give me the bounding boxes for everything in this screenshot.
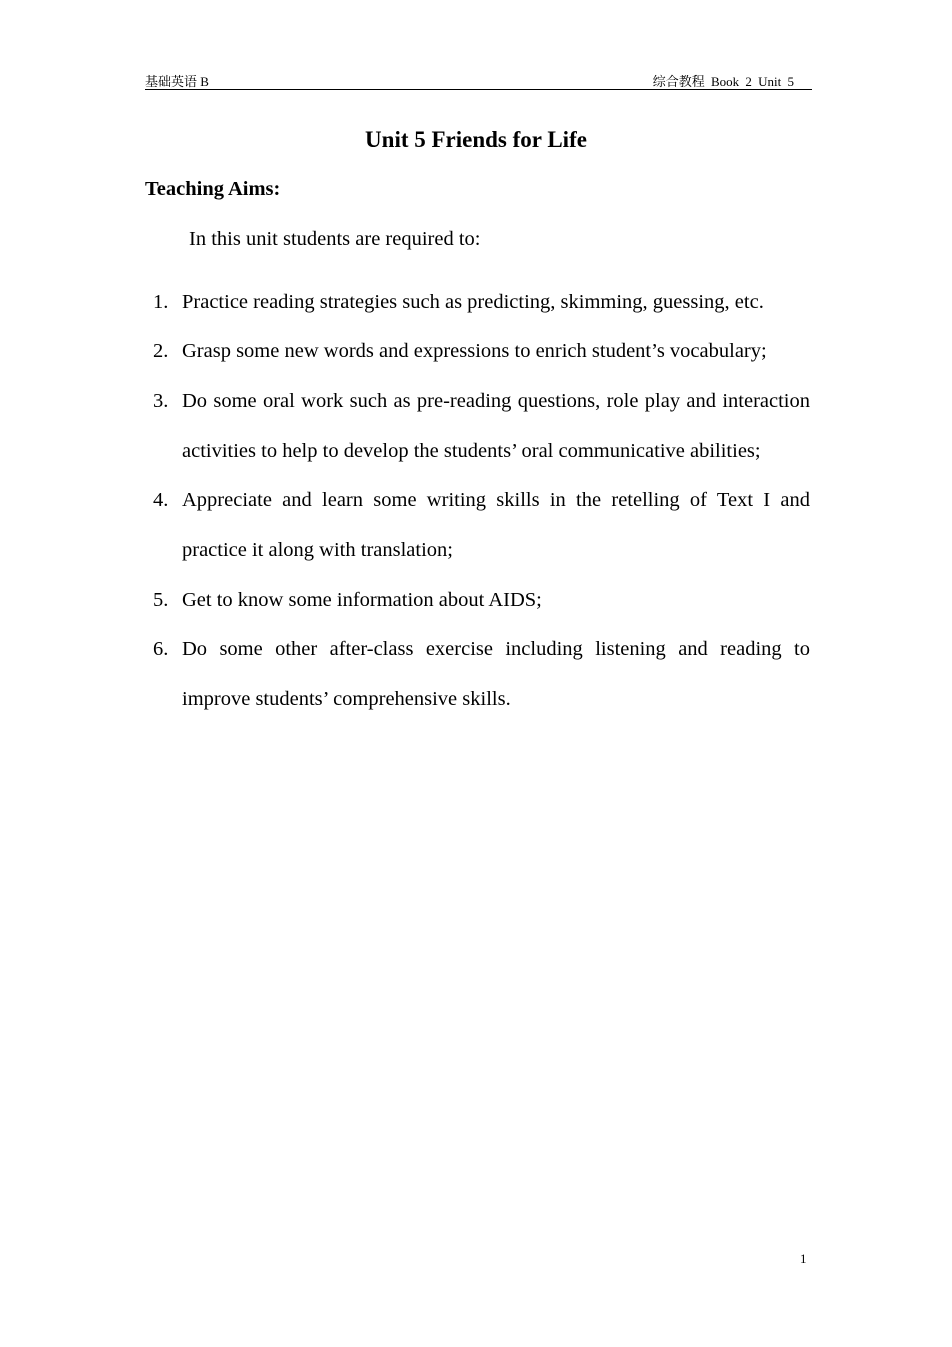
aim-text: Do some other after-class exercise including listening and reading to improve students’ comprehensive skills. xyxy=(182,638,810,710)
aim-item-5 xyxy=(145,575,810,625)
header-right-text: 综合教程 Book 2 Unit 5 xyxy=(652,74,794,89)
aim-number: 3. xyxy=(153,389,169,412)
aim-text: Get to know some information about AIDS; xyxy=(182,588,542,611)
aim-item-2 xyxy=(145,326,810,376)
aim-item-3 xyxy=(145,376,810,476)
aim-item-1 xyxy=(145,277,810,327)
aim-number: 2. xyxy=(153,340,169,362)
intro-sentence: In this unit students are required to: xyxy=(189,228,481,250)
header-left-text: 基础英语 B xyxy=(145,74,209,89)
aim-text: Grasp some new words and expressions to enrich student’s vocabulary; xyxy=(182,340,767,362)
aim-item-4 xyxy=(145,475,810,575)
aim-number: 6. xyxy=(153,638,169,660)
aim-item-6 xyxy=(145,624,810,724)
document-title: Unit 5 Friends for Life xyxy=(365,127,587,152)
aim-text: Practice reading strategies such as predicting, skimming, guessing, etc. xyxy=(182,290,764,313)
aim-text: Do some oral work such as pre-reading questions, role play and interaction activities to help to develop the students’ oral communicative abilities; xyxy=(182,389,810,462)
page-header xyxy=(145,70,812,90)
aim-number: 5. xyxy=(153,588,169,611)
aim-text: Appreciate and learn some writing skills in the retelling of Text I and practice it along with translation; xyxy=(182,489,810,561)
aim-number: 1. xyxy=(153,290,169,313)
page-number: 1 xyxy=(800,1251,807,1266)
teaching-aims-heading: Teaching Aims: xyxy=(145,178,281,200)
aim-number: 4. xyxy=(153,489,169,511)
teaching-aims-list xyxy=(145,277,810,724)
